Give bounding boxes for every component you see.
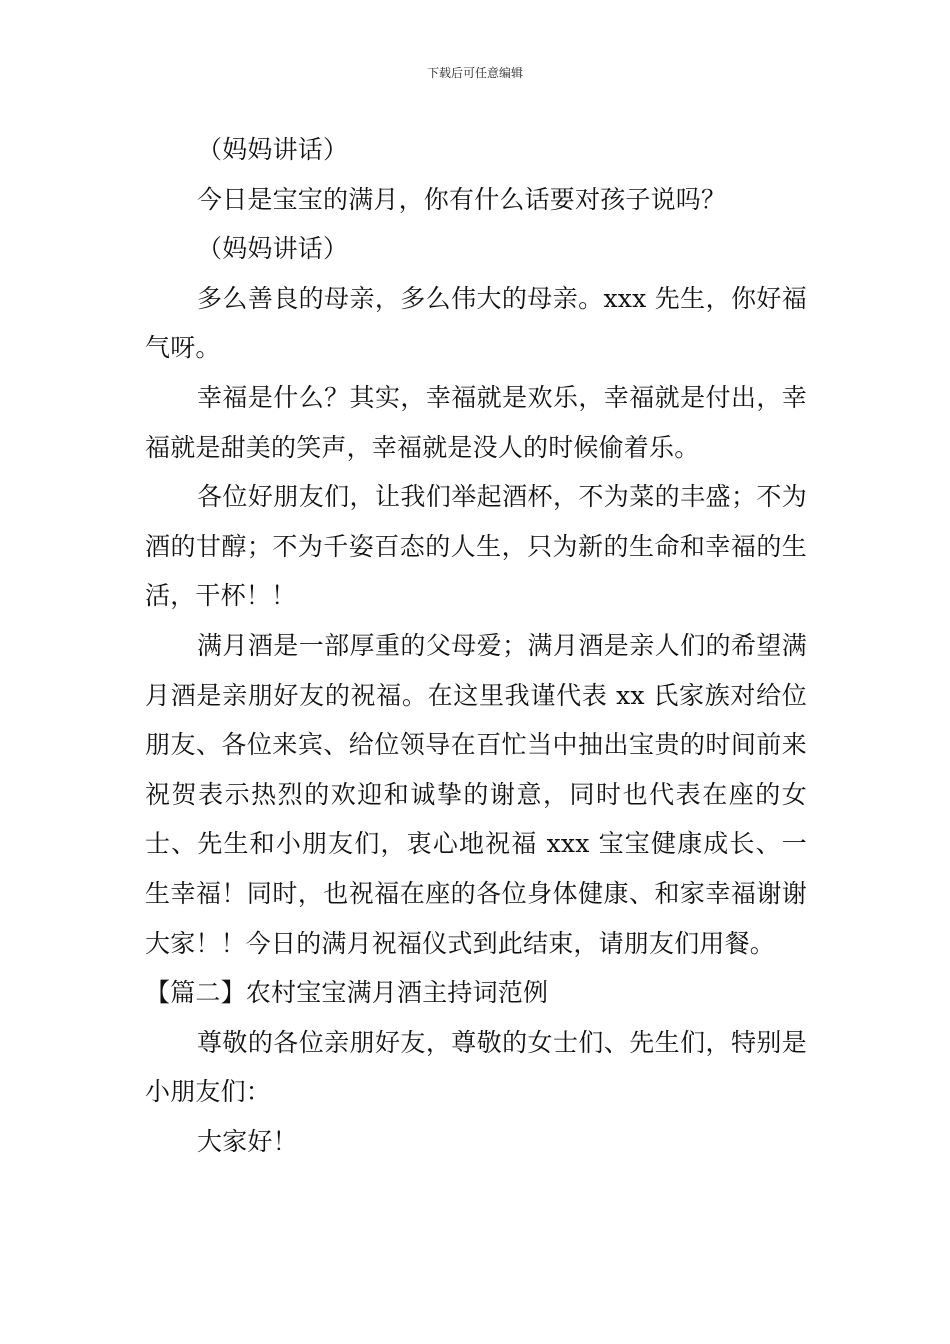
paragraph-mother-speech-1: （妈妈讲话） bbox=[197, 135, 349, 164]
paragraph-full-month-wine: 满月酒是一部厚重的父母爱；满月酒是亲人们的希望满月酒是亲朋好友的祝福。在这里我谨代表 xx 氏家族对给位朋友、各位来宾、给位领导在百忙当中抽出宝贵的时间前来祝贺表示热烈的欢迎和诚挚的谢意，同时也代表在座的女士、先生和小朋友们，衷心地祝福 xxx 宝宝健康成长、一生幸福！同时，也祝福在座的各位身体健康、和家幸福谢谢大家！！今日的满月祝福仪式到此结束，请朋友们用餐。 bbox=[145, 630, 807, 958]
page-header: 下载后可任意编辑 bbox=[426, 66, 523, 80]
paragraph-hello-everyone: 大家好！ bbox=[197, 1126, 298, 1156]
paragraph-greeting-guests: 尊敬的各位亲朋好友，尊敬的女士们、先生们，特别是小朋友们： bbox=[145, 1027, 807, 1107]
document-body bbox=[145, 125, 807, 1166]
paragraph-praise-mother: 多么善良的母亲，多么伟大的母亲。xxx 先生，你好福气呀。 bbox=[145, 283, 807, 363]
paragraph-what-is-happiness: 幸福是什么？其实，幸福就是欢乐，幸福就是付出，幸福就是甜美的笑声，幸福就是没人的时候偷着乐。 bbox=[145, 382, 807, 462]
paragraph-toast: 各位好朋友们，让我们举起酒杯，不为菜的丰盛；不为酒的甘醇；不为千姿百态的人生，只为新的生命和幸福的生活，干杯！！ bbox=[145, 482, 807, 611]
paragraph-question-to-mother: 今日是宝宝的满月，你有什么话要对孩子说吗？ bbox=[197, 184, 727, 214]
section-heading: 【篇二】农村宝宝满月酒主持词范例 bbox=[145, 978, 549, 1008]
paragraph-mother-speech-2: （妈妈讲话） bbox=[197, 234, 349, 264]
